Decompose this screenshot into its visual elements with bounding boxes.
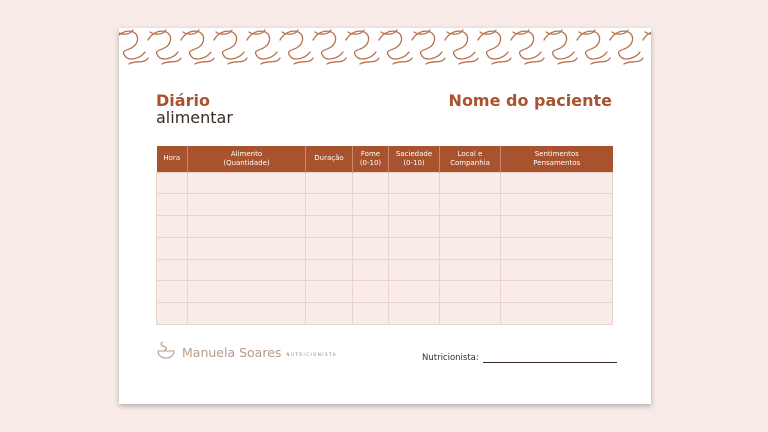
- table-cell[interactable]: [353, 194, 389, 216]
- table-cell[interactable]: [306, 303, 353, 325]
- table-cell[interactable]: [440, 216, 501, 238]
- brand-logo: [156, 340, 337, 360]
- table-cell[interactable]: [188, 237, 306, 259]
- table-cell[interactable]: [501, 281, 613, 303]
- signature-label: Nutricionista:: [422, 353, 479, 363]
- column-header: Saciedade (0-10): [389, 146, 440, 172]
- table-cell[interactable]: [306, 237, 353, 259]
- table-cell[interactable]: [440, 172, 501, 194]
- patient-name-field[interactable]: Nome do paciente: [448, 91, 612, 110]
- diary-subtitle: alimentar: [156, 108, 233, 127]
- table-cell[interactable]: [440, 237, 501, 259]
- table-cell[interactable]: [501, 216, 613, 238]
- column-header: Sentimentos Pensamentos: [501, 146, 613, 172]
- bowl-logo-icon: [156, 340, 176, 360]
- table-cell[interactable]: [157, 237, 188, 259]
- table-cell[interactable]: [389, 172, 440, 194]
- table-cell[interactable]: [353, 281, 389, 303]
- table-row: [157, 216, 613, 238]
- column-header: Duração: [306, 146, 353, 172]
- table-cell[interactable]: [157, 303, 188, 325]
- column-header: Local e Companhia: [440, 146, 501, 172]
- table-cell[interactable]: [188, 259, 306, 281]
- table-row: [157, 281, 613, 303]
- table-cell[interactable]: [157, 281, 188, 303]
- table-row: [157, 259, 613, 281]
- table-cell[interactable]: [188, 194, 306, 216]
- column-header: Hora: [157, 146, 188, 172]
- column-header: Fome (0-10): [353, 146, 389, 172]
- table-cell[interactable]: [389, 216, 440, 238]
- table-header-row: [157, 146, 613, 172]
- table-cell[interactable]: [501, 172, 613, 194]
- table-cell[interactable]: [353, 237, 389, 259]
- table-cell[interactable]: [440, 303, 501, 325]
- table-cell[interactable]: [440, 194, 501, 216]
- table-cell[interactable]: [389, 303, 440, 325]
- table-row: [157, 172, 613, 194]
- food-diary-sheet: [119, 28, 651, 404]
- brand-name: Manuela Soares: [182, 345, 282, 360]
- table-cell[interactable]: [188, 281, 306, 303]
- table-cell[interactable]: [306, 281, 353, 303]
- table-cell[interactable]: [306, 172, 353, 194]
- table-cell[interactable]: [353, 259, 389, 281]
- table-cell[interactable]: [501, 194, 613, 216]
- column-header: Alimento (Quantidade): [188, 146, 306, 172]
- table-row: [157, 237, 613, 259]
- brand-role: NUTRICIONISTA: [286, 352, 337, 357]
- swirl-pattern-icon: [119, 28, 651, 66]
- table-cell[interactable]: [353, 303, 389, 325]
- table-body: [157, 172, 613, 325]
- table-cell[interactable]: [501, 259, 613, 281]
- table-cell[interactable]: [353, 172, 389, 194]
- table-cell[interactable]: [501, 237, 613, 259]
- table-cell[interactable]: [188, 172, 306, 194]
- table-cell[interactable]: [440, 259, 501, 281]
- table-cell[interactable]: [389, 259, 440, 281]
- table-cell[interactable]: [157, 216, 188, 238]
- table-cell[interactable]: [157, 172, 188, 194]
- table-cell[interactable]: [306, 194, 353, 216]
- table-cell[interactable]: [353, 216, 389, 238]
- table-cell[interactable]: [440, 281, 501, 303]
- signature-line[interactable]: [483, 354, 617, 363]
- table-cell[interactable]: [157, 194, 188, 216]
- table-cell[interactable]: [157, 259, 188, 281]
- table-cell[interactable]: [188, 216, 306, 238]
- table-cell[interactable]: [389, 281, 440, 303]
- diary-table: [156, 146, 613, 325]
- signature-area: [422, 353, 617, 363]
- table-cell[interactable]: [389, 194, 440, 216]
- table-row: [157, 303, 613, 325]
- table-cell[interactable]: [188, 303, 306, 325]
- diary-title: Diário: [156, 91, 210, 110]
- table-cell[interactable]: [501, 303, 613, 325]
- table-cell[interactable]: [306, 259, 353, 281]
- table-cell[interactable]: [389, 237, 440, 259]
- table-row: [157, 194, 613, 216]
- table-cell[interactable]: [306, 216, 353, 238]
